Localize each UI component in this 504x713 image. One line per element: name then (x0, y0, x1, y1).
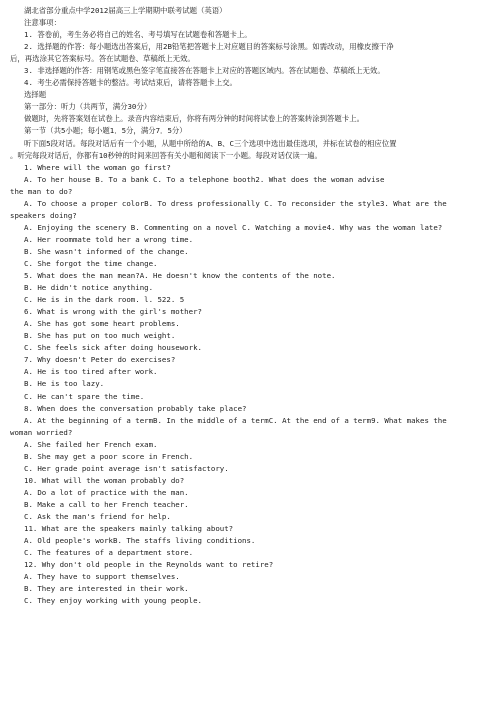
notes-heading: 注意事项： (24, 18, 61, 28)
question-line: 5. What does the man mean?A. He doesn't know the contents of the note. (24, 271, 336, 281)
question-line: C. The features of a department store. (24, 548, 194, 558)
question-line: A. Do a lot of practice with the man. (24, 487, 189, 497)
question-line: B. She may get a poor score in French. (24, 451, 194, 461)
note-line: 4. 考生必需保持答题卡的整洁。考试结束后，请将答题卡上交。 (24, 78, 237, 88)
question-line: C. She forgot the time change. (24, 258, 158, 268)
question-line: A. To her house B. To a bank C. To a telephone booth2. What does the woman advise (24, 174, 385, 184)
note-line: 2. 选择题的作答：每小题选出答案后，用2B铅笔把答题卡上对应题目的答案标号涂黑。如需改动，用橡皮擦干净 (24, 42, 394, 52)
question-line: 12. Why don't old people in the Reynolds want to retire? (24, 560, 274, 570)
question-line: woman worried? (10, 427, 73, 437)
question-line: 7. Why doesn't Peter do exercises? (24, 355, 176, 365)
section-intro: 听下面5段对话。每段对话后有一个小题，从题中所给的A、B、C三个选项中选出最佳选项，并标在试卷的相应位置 (24, 138, 397, 148)
question-line: C. He is in the dark room. l. 522. 5 (24, 295, 185, 305)
question-line: B. Make a call to her French teacher. (24, 499, 189, 509)
question-line: C. Her grade point average isn't satisfactory. (24, 463, 229, 473)
question-line: C. He can't spare the time. (24, 391, 145, 401)
question-line: C. They enjoy working with young people. (24, 596, 202, 606)
note-line: 3. 非选择题的作答：用钢笔或黑色签字笔直接答在答题卡上对应的答题区域内。答在试题卷、草稿纸上无效。 (24, 66, 385, 76)
question-line: A. Her roommate told her a wrong time. (24, 234, 194, 244)
question-line: A. She has got some heart problems. (24, 319, 180, 329)
part-heading: 第一部分：听力（共两节，满分30分） (24, 102, 152, 112)
question-line: B. They are interested in their work. (24, 584, 189, 594)
question-line: A. To choose a proper colorB. To dress professionally C. To reconsider the style3. What are the (24, 198, 447, 208)
part-intro: 做题时，先将答案划在试卷上。录音内容结束后，你将有两分钟的时间将试卷上的答案转涂到答题卡上。 (24, 114, 364, 124)
question-line: A. At the beginning of a termB. In the middle of a termC. At the end of a term9. What makes the (24, 415, 447, 425)
question-line: 8. When does the conversation probably take place? (24, 403, 247, 413)
question-line: B. He didn't notice anything. (24, 283, 154, 293)
question-line: the man to do? (10, 186, 73, 196)
note-line: 1. 答卷前，考生务必将自己的姓名、考号填写在试题卷和答题卡上。 (24, 30, 252, 40)
question-line: 6. What is wrong with the girl's mother? (24, 307, 202, 317)
question-line: 11. What are the speakers mainly talking about? (24, 524, 234, 534)
question-line: 10. What will the woman probably do? (24, 475, 185, 485)
question-line: B. She has put on too much weight. (24, 331, 176, 341)
question-line: A. They have to support themselves. (24, 572, 180, 582)
question-line: speakers doing? (10, 210, 77, 220)
question-line: B. She wasn't informed of the change. (24, 246, 189, 256)
question-line: A. He is too tired after work. (24, 367, 158, 377)
note-line: 后，再选涂其它答案标号。答在试题卷、草稿纸上无效。 (10, 54, 195, 64)
question-line: B. He is too lazy. (24, 379, 105, 389)
question-line: A. Enjoying the scenery B. Commenting on a novel C. Watching a movie4. Why was the woman late? (24, 222, 443, 232)
question-line: C. Ask the man's friend for help. (24, 511, 171, 521)
question-line: C. She feels sick after doing housework. (24, 343, 202, 353)
document-title: 湖北省部分重点中学2012届高三上学期期中联考试题（英语） (24, 6, 227, 15)
question-line: A. Old people's workB. The staffs living conditions. (24, 536, 256, 546)
question-line: 1. Where will the woman go first? (24, 162, 171, 172)
section-subheading: 第一节（共5小题；每小题1．5分，满分7．5分） (24, 126, 187, 136)
question-line: A. She failed her French exam. (24, 439, 158, 449)
section-intro: 。听完每段对话后，你都有10秒钟的时间来回答有关小题和阅读下一小题。每段对话仅读一遍。 (10, 150, 322, 160)
section-heading: 选择题 (24, 90, 47, 100)
